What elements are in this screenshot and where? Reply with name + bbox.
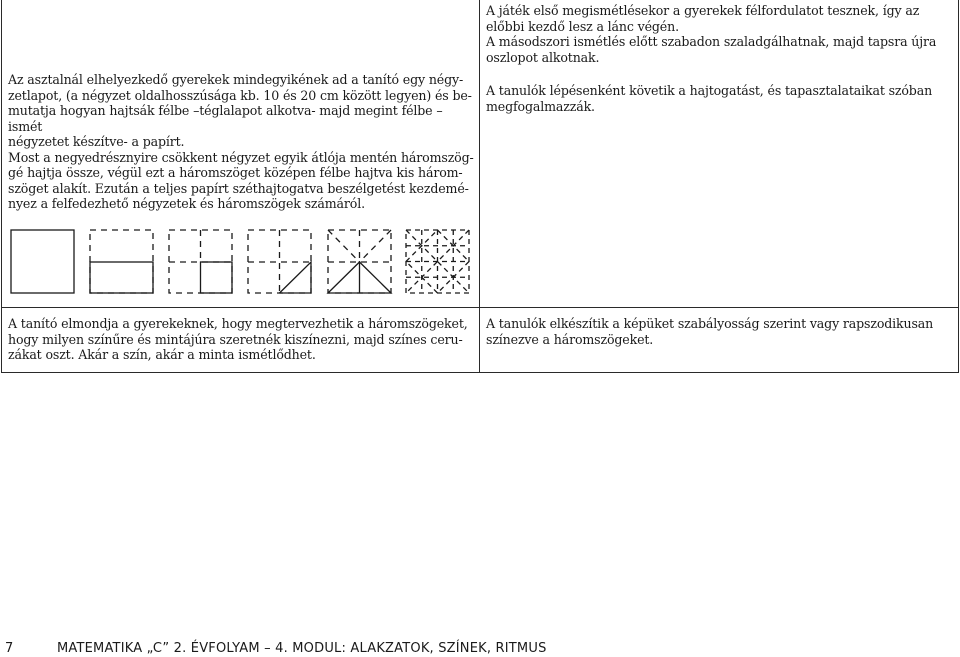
step-fold-diagonal [248, 230, 311, 293]
step-square [11, 230, 74, 293]
table-bottom-border [1, 372, 959, 373]
step-unfolded-pattern [406, 230, 469, 293]
table-left-border [1, 0, 2, 373]
table-row-divider [1, 307, 959, 308]
step-fold-small-triangle [328, 230, 391, 293]
row1-right-top-cell: A játék első megismétlésekor a gyerekek félfordulatot tesznek, így az előbbi kezdő lesz a lánc végén. A másodszori ismétlés előtt szabadon szaladgálhatnak, majd tapsra újra oszlopot alkotnak. [486, 3, 937, 65]
row1-left-cell [8, 72, 474, 212]
folding-illustration [8, 225, 473, 304]
step-fold-rectangle [90, 230, 153, 293]
step-fold-quarter [169, 230, 232, 293]
page-number: 7 [5, 641, 14, 656]
row1-right-bottom-cell: A tanulók lépésenként követik a hajtogatást, és tapasztalataikat szóban megfogalmazzák. [486, 83, 933, 114]
row2-right-cell: A tanulók elkészítik a képüket szabályosság szerint vagy rapszodikusan színezve a háromszögeket. [486, 316, 934, 347]
running-title: MATEMATIKA „C” 2. ÉVFOLYAM – 4. MODUL: ALAKZATOK, SZÍNEK, RITMUS [57, 641, 547, 656]
triangle-instructions-paragraph: Most a negyedrésznyire csökkent négyzet egyik átlója mentén háromszög- gé hajtja össze, végül ezt a háromszöget középen félbe hajtva kis három- szöget alakít. Ezután a teljes papírt széthajtogatva beszélgetést kezdemé- nyez a felfedezhető négyzetek és háromszögek számáról. [8, 149, 474, 211]
table-right-border [958, 0, 959, 373]
row2-left-cell: A tanító elmondja a gyerekeknek, hogy megtervezhetik a háromszögeket, hogy milyen színűre és mintájúra szeretnék kiszínezni, majd színes ceru- zákat oszt. Akár a szín, akár a minta ismétlődhet. [8, 316, 468, 362]
folding-instructions-paragraph: Az asztalnál elhelyezkedő gyerekek mindegyikének ad a tanító egy négy- zetlapot, (a négyzet oldalhosszúsága kb. 10 és 20 cm között legyen) és be- mutatja hogyan hajtsák félbe –téglalapot alkotva- majd megint félbe –ismét négyzetet készítve- a papírt. [8, 72, 472, 149]
table-middle-border [479, 0, 480, 373]
